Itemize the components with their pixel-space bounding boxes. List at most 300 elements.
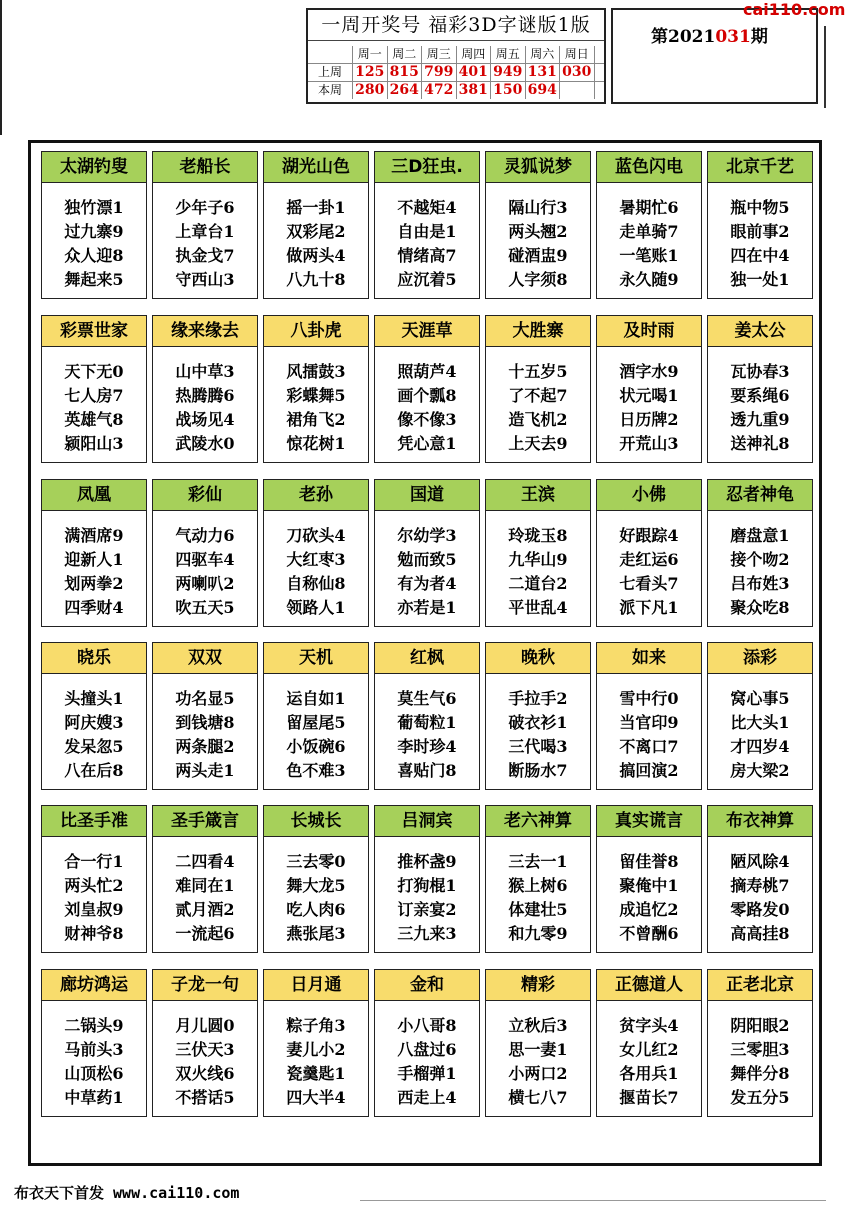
clue-line: 人字须8	[508, 270, 568, 289]
clue-line: 走单骑7	[619, 222, 679, 241]
clue-line: 双火线6	[175, 1064, 235, 1083]
clue-line: 不离口7	[619, 737, 679, 756]
draw-number: 815	[388, 64, 423, 81]
clue-line: 房大梁2	[730, 761, 790, 780]
riddle-card	[485, 805, 591, 953]
last-week-label: 上周	[308, 64, 353, 81]
riddle-card	[485, 315, 591, 463]
riddle-card	[485, 969, 591, 1117]
riddle-card	[485, 479, 591, 627]
card-clues	[264, 183, 368, 292]
footer-credit: 布衣天下首发 www.cai110.com	[14, 1184, 240, 1202]
clue-line: 破衣衫1	[508, 713, 568, 732]
card-clues	[708, 511, 812, 620]
clue-line: 吹五天5	[175, 598, 235, 617]
draw-number: 030	[560, 64, 595, 81]
card-title: 忍者神龟	[708, 480, 812, 511]
card-clues	[264, 674, 368, 783]
clue-line: 女儿红2	[619, 1040, 679, 1059]
card-title: 圣手箴言	[153, 806, 257, 837]
clue-line: 聚众吃8	[730, 598, 790, 617]
card-clues	[375, 1001, 479, 1110]
clue-line: 吃人肉6	[286, 900, 346, 919]
card-clues	[597, 837, 701, 946]
riddle-card	[596, 805, 702, 953]
clue-line: 要系绳6	[730, 386, 790, 405]
card-title: 日月通	[264, 970, 368, 1001]
day-header: 周五	[491, 46, 526, 63]
card-clues	[375, 183, 479, 292]
clue-line: 双彩尾2	[286, 222, 346, 241]
day-header: 周日	[560, 46, 595, 63]
clue-line: 李时珍4	[397, 737, 457, 756]
riddle-card	[707, 315, 813, 463]
clue-line: 领路人1	[286, 598, 346, 617]
card-title: 吕洞宾	[375, 806, 479, 837]
card-title: 北京千艺	[708, 152, 812, 183]
clue-line: 三代喝3	[508, 737, 568, 756]
clue-line: 一流起6	[175, 924, 235, 943]
clue-line: 不搭话5	[175, 1088, 235, 1107]
riddle-card	[263, 479, 369, 627]
card-clues	[153, 674, 257, 783]
clue-line: 财神爷8	[64, 924, 124, 943]
riddle-card	[263, 151, 369, 299]
riddle-card	[152, 151, 258, 299]
card-clues	[486, 1001, 590, 1110]
clue-line: 瓶中物5	[730, 198, 790, 217]
clue-line: 两头走1	[175, 761, 235, 780]
clue-line: 四在中4	[730, 246, 790, 265]
clue-line: 满酒席9	[64, 526, 124, 545]
clue-line: 眼前事2	[730, 222, 790, 241]
clue-line: 九华山9	[508, 550, 568, 569]
clue-line: 两喇叭2	[175, 574, 235, 593]
clue-line: 三九来3	[397, 924, 457, 943]
card-clues	[264, 1001, 368, 1110]
clue-line: 状元喝1	[619, 386, 679, 405]
clue-line: 色不难3	[286, 761, 346, 780]
riddle-card	[41, 479, 147, 627]
clue-line: 像不像3	[397, 410, 457, 429]
card-title: 比圣手准	[42, 806, 146, 837]
card-title: 八卦虎	[264, 316, 368, 347]
clue-line: 发呆忽5	[64, 737, 124, 756]
riddle-card	[263, 805, 369, 953]
riddle-card	[596, 151, 702, 299]
weekly-results-table	[306, 8, 606, 104]
day-header: 周二	[388, 46, 423, 63]
riddle-card	[707, 969, 813, 1117]
clue-line: 气动力6	[175, 526, 235, 545]
card-title: 蓝色闪电	[597, 152, 701, 183]
clue-line: 西走上4	[397, 1088, 457, 1107]
card-title: 灵狐说梦	[486, 152, 590, 183]
card-clues	[597, 511, 701, 620]
draw-number: 131	[526, 64, 561, 81]
site-watermark[interactable]: cai110.com	[743, 0, 846, 19]
clue-line: 尔幼学3	[397, 526, 457, 545]
draw-number: 799	[422, 64, 457, 81]
draw-number: 264	[388, 82, 423, 99]
riddle-card	[374, 642, 480, 790]
riddle-card	[707, 479, 813, 627]
card-title: 如来	[597, 643, 701, 674]
card-title: 金和	[375, 970, 479, 1001]
clue-line: 比大头1	[730, 713, 790, 732]
issue-number: 031	[715, 27, 751, 47]
clue-line: 三零胆3	[730, 1040, 790, 1059]
clue-line: 中草药1	[64, 1088, 124, 1107]
clue-line: 成追忆2	[619, 900, 679, 919]
card-clues	[486, 347, 590, 456]
issue-label	[651, 22, 768, 47]
clue-line: 酒字水9	[619, 362, 679, 381]
clue-line: 摇一卦1	[286, 198, 346, 217]
card-clues	[708, 1001, 812, 1110]
row-label-empty	[308, 46, 353, 63]
day-header: 周四	[457, 46, 492, 63]
clue-line: 小八哥8	[397, 1016, 457, 1035]
riddle-card	[374, 805, 480, 953]
clue-line: 武陵水0	[175, 434, 235, 453]
riddle-card	[596, 969, 702, 1117]
card-clues	[264, 511, 368, 620]
card-clues	[486, 511, 590, 620]
card-title: 晓乐	[42, 643, 146, 674]
clue-line: 好跟踪4	[619, 526, 679, 545]
riddle-card	[596, 479, 702, 627]
clue-line: 搞回演2	[619, 761, 679, 780]
clue-line: 做两头4	[286, 246, 346, 265]
riddle-card	[263, 315, 369, 463]
clue-line: 三伏天3	[175, 1040, 235, 1059]
clue-line: 当官印9	[619, 713, 679, 732]
draw-number: 150	[491, 82, 526, 99]
clue-line: 八在后8	[64, 761, 124, 780]
clue-line: 颍阳山3	[64, 434, 124, 453]
card-clues	[597, 674, 701, 783]
days-row	[308, 46, 604, 64]
clue-line: 接个吻2	[730, 550, 790, 569]
riddle-card	[263, 642, 369, 790]
clue-line: 彩蝶舞5	[286, 386, 346, 405]
card-clues	[597, 183, 701, 292]
clue-line: 体建壮5	[508, 900, 568, 919]
clue-line: 英雄气8	[64, 410, 124, 429]
card-clues	[264, 837, 368, 946]
clue-line: 二锅头9	[64, 1016, 124, 1035]
clue-line: 透九重9	[730, 410, 790, 429]
clue-line: 到钱塘8	[175, 713, 235, 732]
clue-line: 三去一1	[508, 852, 568, 871]
clue-line: 贰月酒2	[175, 900, 235, 919]
card-clues	[708, 347, 812, 456]
card-title: 及时雨	[597, 316, 701, 347]
footer-divider	[360, 1200, 826, 1201]
clue-line: 燕张尾3	[286, 924, 346, 943]
clue-line: 画个瓢8	[397, 386, 457, 405]
clue-line: 送神礼8	[730, 434, 790, 453]
card-title: 大胜寨	[486, 316, 590, 347]
riddle-card	[41, 642, 147, 790]
card-title: 湖光山色	[264, 152, 368, 183]
right-edge-line	[824, 26, 826, 108]
card-title: 太湖钓叟	[42, 152, 146, 183]
clue-line: 热腾腾6	[175, 386, 235, 405]
clue-line: 合一行1	[64, 852, 124, 871]
clue-line: 众人迎8	[64, 246, 124, 265]
clue-line: 头撞头1	[64, 689, 124, 708]
clue-line: 猴上树6	[508, 876, 568, 895]
clue-line: 碰酒盅9	[508, 246, 568, 265]
card-title: 晚秋	[486, 643, 590, 674]
clue-line: 隔山行3	[508, 198, 568, 217]
clue-line: 七看头7	[619, 574, 679, 593]
clue-line: 二四看4	[175, 852, 235, 871]
riddle-card	[152, 969, 258, 1117]
card-clues	[486, 674, 590, 783]
clue-line: 断肠水7	[508, 761, 568, 780]
clue-line: 勉而致5	[397, 550, 457, 569]
issue-prefix: 第2021	[651, 27, 716, 47]
clue-line: 走红运6	[619, 550, 679, 569]
clue-line: 刘皇叔9	[64, 900, 124, 919]
riddle-card	[374, 151, 480, 299]
clue-line: 亦若是1	[397, 598, 457, 617]
clue-line: 手榴弹1	[397, 1064, 457, 1083]
day-header: 周一	[353, 46, 388, 63]
clue-line: 七人房7	[64, 386, 124, 405]
clue-line: 摘寿桃7	[730, 876, 790, 895]
card-clues	[153, 511, 257, 620]
card-title: 小佛	[597, 480, 701, 511]
clue-line: 两头翘2	[508, 222, 568, 241]
riddle-card	[707, 642, 813, 790]
clue-line: 小两口2	[508, 1064, 568, 1083]
card-clues	[153, 183, 257, 292]
card-title: 正德道人	[597, 970, 701, 1001]
card-title: 彩仙	[153, 480, 257, 511]
clue-line: 思一妻1	[508, 1040, 568, 1059]
card-clues	[708, 837, 812, 946]
clue-line: 粽子角3	[286, 1016, 346, 1035]
card-clues	[42, 347, 146, 456]
riddle-card	[41, 805, 147, 953]
clue-line: 迎新人1	[64, 550, 124, 569]
card-title: 长城长	[264, 806, 368, 837]
riddle-card	[707, 151, 813, 299]
clue-line: 零路发0	[730, 900, 790, 919]
clue-line: 雪中行0	[619, 689, 679, 708]
clue-line: 山中草3	[175, 362, 235, 381]
clue-line: 揠苗长7	[619, 1088, 679, 1107]
draw-number: 280	[353, 82, 388, 99]
clue-line: 不越矩4	[397, 198, 457, 217]
clue-line: 才四岁4	[730, 737, 790, 756]
clue-line: 妻儿小2	[286, 1040, 346, 1059]
clue-line: 留佳誉8	[619, 852, 679, 871]
results-title: 一周开奖号 福彩3D字谜版1版	[308, 10, 604, 41]
clue-line: 瓷羹匙1	[286, 1064, 346, 1083]
clue-line: 划两拳2	[64, 574, 124, 593]
riddle-card	[41, 151, 147, 299]
card-title: 真实谎言	[597, 806, 701, 837]
clue-line: 照葫芦4	[397, 362, 457, 381]
clue-line: 舞起来5	[64, 270, 124, 289]
riddle-card	[152, 805, 258, 953]
card-title: 三D狂虫.	[375, 152, 479, 183]
draw-number	[560, 82, 595, 99]
clue-line: 一笔账1	[619, 246, 679, 265]
clue-line: 三去零0	[286, 852, 346, 871]
last-week-row	[308, 64, 604, 82]
clue-line: 守西山3	[175, 270, 235, 289]
riddle-card	[374, 479, 480, 627]
clue-line: 大红枣3	[286, 550, 346, 569]
clue-line: 刀砍头4	[286, 526, 346, 545]
card-clues	[42, 183, 146, 292]
clue-line: 各用兵1	[619, 1064, 679, 1083]
riddle-card	[41, 969, 147, 1117]
draw-number: 472	[422, 82, 457, 99]
clue-line: 葡萄粒1	[397, 713, 457, 732]
results-grid	[308, 46, 604, 99]
draw-number: 694	[526, 82, 561, 99]
clue-line: 不曾酬6	[619, 924, 679, 943]
card-title: 国道	[375, 480, 479, 511]
card-title: 红枫	[375, 643, 479, 674]
card-title: 天机	[264, 643, 368, 674]
clue-line: 十五岁5	[508, 362, 568, 381]
card-clues	[597, 1001, 701, 1110]
clue-line: 执金戈7	[175, 246, 235, 265]
clue-line: 留屋尾5	[286, 713, 346, 732]
clue-line: 窝心事5	[730, 689, 790, 708]
clue-line: 情绪高7	[397, 246, 457, 265]
clue-line: 开荒山3	[619, 434, 679, 453]
left-edge-line	[0, 0, 2, 135]
card-clues	[153, 347, 257, 456]
issue-box	[611, 8, 818, 104]
card-title: 凤凰	[42, 480, 146, 511]
day-header: 周三	[422, 46, 457, 63]
clue-line: 瓦协春3	[730, 362, 790, 381]
riddle-board	[28, 140, 822, 1166]
card-title: 老船长	[153, 152, 257, 183]
clue-line: 永久随9	[619, 270, 679, 289]
clue-line: 八盘过6	[397, 1040, 457, 1059]
riddle-card	[152, 315, 258, 463]
clue-line: 舞大龙5	[286, 876, 346, 895]
clue-line: 战场见4	[175, 410, 235, 429]
card-clues	[486, 183, 590, 292]
clue-line: 应沉着5	[397, 270, 457, 289]
clue-line: 两条腿2	[175, 737, 235, 756]
clue-line: 自称仙8	[286, 574, 346, 593]
clue-line: 四季财4	[64, 598, 124, 617]
clue-line: 裙角飞2	[286, 410, 346, 429]
clue-line: 推杯盏9	[397, 852, 457, 871]
clue-line: 横七八7	[508, 1088, 568, 1107]
clue-line: 发五分5	[730, 1088, 790, 1107]
riddle-card	[374, 969, 480, 1117]
clue-line: 打狗棍1	[397, 876, 457, 895]
card-title: 老孙	[264, 480, 368, 511]
card-title: 精彩	[486, 970, 590, 1001]
clue-line: 和九零9	[508, 924, 568, 943]
card-title: 王滨	[486, 480, 590, 511]
clue-line: 风擂鼓3	[286, 362, 346, 381]
card-clues	[486, 837, 590, 946]
card-clues	[375, 347, 479, 456]
issue-suffix: 期	[750, 27, 768, 47]
card-title: 缘来缘去	[153, 316, 257, 347]
riddle-card	[485, 151, 591, 299]
clue-line: 吕布姓3	[730, 574, 790, 593]
clue-line: 手拉手2	[508, 689, 568, 708]
card-title: 正老北京	[708, 970, 812, 1001]
clue-line: 小饭碗6	[286, 737, 346, 756]
clue-line: 独一处1	[730, 270, 790, 289]
riddle-card	[263, 969, 369, 1117]
riddle-card	[374, 315, 480, 463]
card-clues	[153, 837, 257, 946]
clue-line: 运自如1	[286, 689, 346, 708]
clue-line: 过九寨9	[64, 222, 124, 241]
card-clues	[708, 674, 812, 783]
riddle-card	[152, 642, 258, 790]
clue-line: 山顶松6	[64, 1064, 124, 1083]
clue-line: 上章台1	[175, 222, 235, 241]
clue-line: 惊花树1	[286, 434, 346, 453]
card-clues	[264, 347, 368, 456]
clue-line: 四大半4	[286, 1088, 346, 1107]
clue-line: 平世乱4	[508, 598, 568, 617]
riddle-card	[596, 642, 702, 790]
clue-line: 舞伴分8	[730, 1064, 790, 1083]
card-title: 天涯草	[375, 316, 479, 347]
draw-number: 401	[457, 64, 492, 81]
clue-line: 造飞机2	[508, 410, 568, 429]
clue-line: 日历牌2	[619, 410, 679, 429]
riddle-card	[707, 805, 813, 953]
card-title: 添彩	[708, 643, 812, 674]
card-clues	[597, 347, 701, 456]
clue-line: 了不起7	[508, 386, 568, 405]
clue-line: 暑期忙6	[619, 198, 679, 217]
clue-line: 马前头3	[64, 1040, 124, 1059]
draw-number: 125	[353, 64, 388, 81]
clue-line: 二道台2	[508, 574, 568, 593]
card-clues	[42, 511, 146, 620]
clue-line: 少年子6	[175, 198, 235, 217]
clue-line: 贫字头4	[619, 1016, 679, 1035]
riddle-card	[596, 315, 702, 463]
clue-line: 月儿圆0	[175, 1016, 235, 1035]
clue-line: 阴阳眼2	[730, 1016, 790, 1035]
card-title: 姜太公	[708, 316, 812, 347]
riddle-card	[152, 479, 258, 627]
card-title: 廊坊鸿运	[42, 970, 146, 1001]
clue-line: 聚俺中1	[619, 876, 679, 895]
card-clues	[375, 674, 479, 783]
day-header: 周六	[526, 46, 561, 63]
clue-line: 派下凡1	[619, 598, 679, 617]
card-title: 布衣神算	[708, 806, 812, 837]
card-title: 老六神算	[486, 806, 590, 837]
clue-line: 陋风除4	[730, 852, 790, 871]
